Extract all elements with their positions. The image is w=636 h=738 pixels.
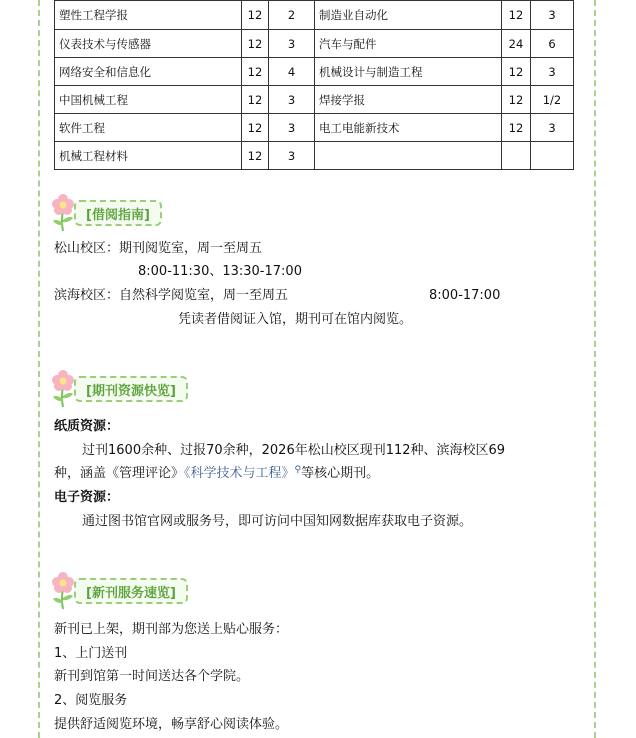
table-cell-count-a: 12 <box>502 114 531 142</box>
table-cell-count-b: 3 <box>531 114 574 142</box>
search-icon: ⚲ <box>294 465 302 475</box>
table-cell-count-a: 12 <box>242 142 269 170</box>
table-cell-count-b: 3 <box>269 30 315 58</box>
table-cell-name: 汽车与配件 <box>315 30 502 58</box>
table-row <box>55 114 574 142</box>
table-cell-count-b: 3 <box>269 114 315 142</box>
table-cell-count-b: 3 <box>269 142 315 170</box>
table-row <box>55 142 574 170</box>
item2-text: 提供舒适阅览环境，畅享舒心阅读体验。 <box>54 717 289 732</box>
table-row <box>55 1 574 30</box>
table-cell-name: 电工电能新技术 <box>315 114 502 142</box>
table-cell-count-b: 3 <box>531 1 574 30</box>
binhai-line <box>54 287 288 305</box>
table-cell-count-a: 12 <box>502 1 531 30</box>
table-cell-count-a: 12 <box>242 58 269 86</box>
songshan-text: 期刊阅览室，周一至周五 <box>119 241 263 256</box>
table-row <box>55 58 574 86</box>
table-cell-name: 制造业自动化 <box>315 1 502 30</box>
table-cell-name: 机械工程材料 <box>55 142 242 170</box>
binhai-text: 自然科学阅览室，周一至周五 <box>119 288 289 303</box>
table-cell-count-a: 24 <box>502 30 531 58</box>
table-cell-count-b: 6 <box>531 30 574 58</box>
table-cell-count-a: 12 <box>242 30 269 58</box>
paper-line-2-tail: 等核心期刊。 <box>301 466 380 481</box>
songshan-line <box>54 240 262 258</box>
table-cell-count-a: 12 <box>242 114 269 142</box>
table-cell-count-a: 12 <box>502 86 531 114</box>
table-cell-name: 塑性工程学报 <box>55 1 242 30</box>
item1-title: 1、上门送刊 <box>54 646 128 661</box>
electronic-text: 通过图书馆官网或服务号，即可访问中国知网数据库获取电子资源。 <box>82 514 473 529</box>
table-cell-count-b: 4 <box>269 58 315 86</box>
journal-link[interactable]: 《科学技术与工程》 <box>184 466 295 481</box>
table-cell-count-b: 2 <box>269 1 315 30</box>
table-cell-count-b: 3 <box>531 58 574 86</box>
table-cell-name: 机械设计与制造工程 <box>315 58 502 86</box>
table-cell-count-b: 3 <box>269 86 315 114</box>
electronic-label: 电子资源： <box>54 490 120 505</box>
item1-text: 新刊到馆第一时间送达各个学院。 <box>54 669 250 684</box>
item2-title: 2、阅览服务 <box>54 693 128 708</box>
paper-line-2-text: 种，涵盖《管理评论》 <box>54 466 185 481</box>
table-cell-name: 仪表技术与传感器 <box>55 30 242 58</box>
songshan-label: 松山校区： <box>54 241 120 256</box>
table-cell-count-a: 12 <box>242 86 269 114</box>
table-cell-name: 焊接学报 <box>315 86 502 114</box>
heading-label: [期刊资源快览] <box>74 376 188 402</box>
binhai-hours: 8:00-17:00 <box>429 288 501 303</box>
table-cell-name: 软件工程 <box>55 114 242 142</box>
songshan-hours: 8:00-11:30、13:30-17:00 <box>138 264 302 279</box>
table-cell-count-b: 1/2 <box>531 86 574 114</box>
paper-line-2 <box>54 465 379 484</box>
heading-label: [借阅指南] <box>74 200 162 226</box>
table-row <box>55 30 574 58</box>
table-row <box>55 86 574 114</box>
table-cell-name <box>315 142 502 170</box>
table-cell-count-a: 12 <box>502 58 531 86</box>
paper-line-1: 过刊1600余种、过报70余种，2026年松山校区现刊112种、滨海校区69 <box>82 443 506 458</box>
binhai-label: 滨海校区： <box>54 288 120 303</box>
table-cell-count-b <box>531 142 574 170</box>
table-cell-count-a <box>502 142 531 170</box>
journal-table <box>54 0 574 170</box>
borrow-note: 凭读者借阅证入馆，期刊可在馆内阅览。 <box>178 312 413 327</box>
table-cell-count-a: 12 <box>242 1 269 30</box>
heading-label: [新刊服务速览] <box>74 578 188 604</box>
table-cell-name: 中国机械工程 <box>55 86 242 114</box>
table-cell-name: 网络安全和信息化 <box>55 58 242 86</box>
new-intro: 新刊已上架，期刊部为您送上贴心服务： <box>54 622 289 637</box>
paper-label: 纸质资源： <box>54 419 120 434</box>
